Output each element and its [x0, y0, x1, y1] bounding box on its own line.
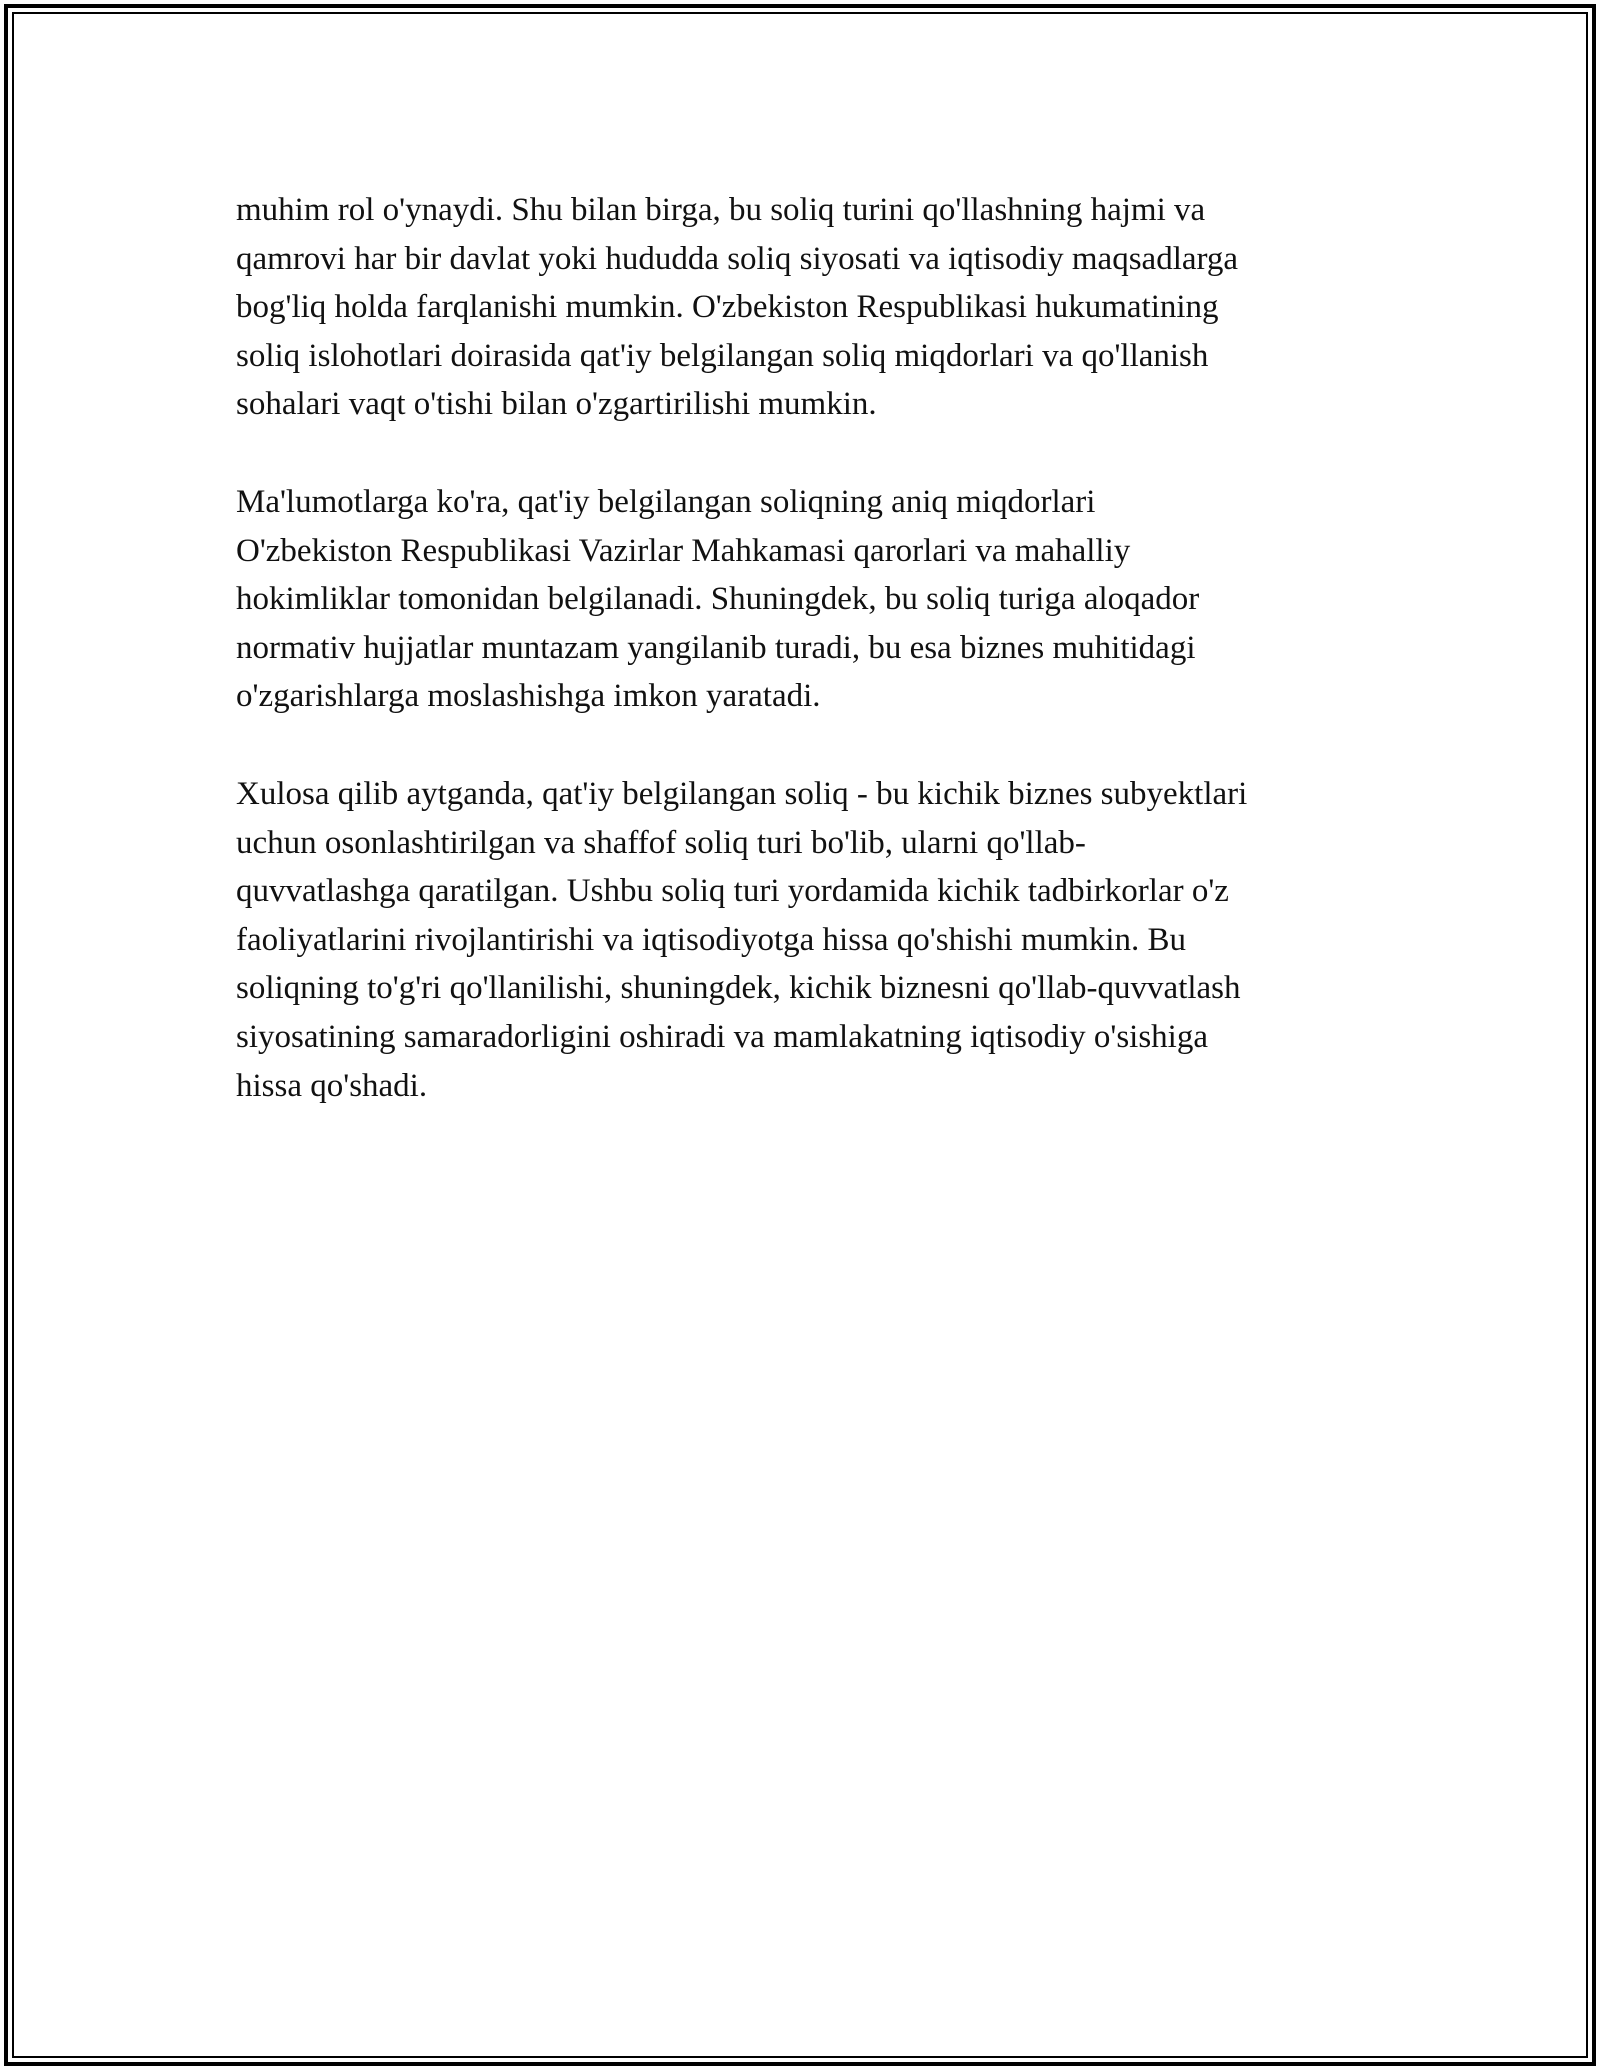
text-line: soliq islohotlari doirasida qat'iy belgilangan soliq miqdorlari va qo'llanish: [236, 337, 1209, 374]
text-line: O'zbekiston Respublikasi Vazirlar Mahkamasi qarorlari va mahalliy: [236, 532, 1131, 569]
document-body: [236, 186, 1376, 1159]
paragraph-3: [236, 770, 1376, 1110]
text-line: Ma'lumotlarga ko'ra, qat'iy belgilangan soliqning aniq miqdorlari: [236, 483, 1096, 520]
text-line: o'zgarishlarga moslashishga imkon yaratadi.: [236, 678, 821, 715]
text-line: bog'liq holda farqlanishi mumkin. O'zbekiston Respublikasi hukumatining: [236, 289, 1219, 326]
text-line: sohalari vaqt o'tishi bilan o'zgartirilishi mumkin.: [236, 386, 877, 423]
text-line: faoliyatlarini rivojlantirishi va iqtisodiyotga hissa qo'shishi mumkin. Bu: [236, 921, 1187, 958]
text-line: quvvatlashga qaratilgan. Ushbu soliq turi yordamida kichik tadbirkorlar o'z: [236, 873, 1229, 910]
text-line: soliqning to'g'ri qo'llanilishi, shuningdek, kichik biznesni qo'llab-quvvatlash: [236, 970, 1241, 1007]
text-line: siyosatining samaradorligini oshiradi va mamlakatning iqtisodiy o'sishiga: [236, 1018, 1208, 1055]
text-line: hokimliklar tomonidan belgilanadi. Shuningdek, bu soliq turiga aloqador: [236, 581, 1200, 618]
text-line: hissa qo'shadi.: [236, 1067, 428, 1104]
text-line: Xulosa qilib aytganda, qat'iy belgilangan soliq - bu kichik biznes subyektlari: [236, 775, 1248, 812]
text-line: normativ hujjatlar muntazam yangilanib turadi, bu esa biznes muhitidagi: [236, 629, 1196, 666]
text-line: muhim rol o'ynaydi. Shu bilan birga, bu soliq turini qo'llashning hajmi va: [236, 192, 1206, 228]
paragraph-1: [236, 186, 1376, 429]
text-line: qamrovi har bir davlat yoki hududda soliq siyosati va iqtisodiy maqsadlarga: [236, 240, 1239, 277]
paragraph-2: [236, 478, 1376, 721]
text-line: uchun osonlashtirilgan va shaffof soliq turi bo'lib, ularni qo'llab-: [236, 824, 1086, 861]
